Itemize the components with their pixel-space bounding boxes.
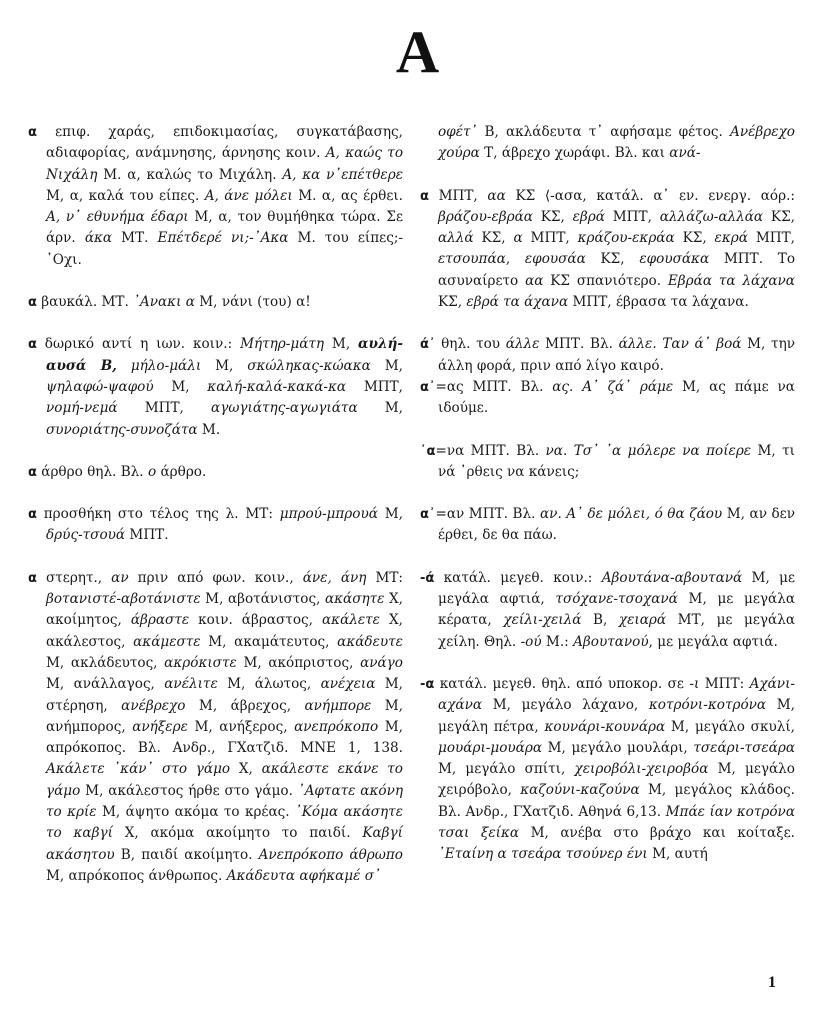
entry-definition-text: ΜΠΤ. Το ασυναίρετο	[438, 251, 795, 289]
entry-example-text: κοτρόνι-κοτρόνα	[648, 697, 767, 714]
entry-example-text: άνε, άνη	[302, 569, 367, 586]
entry-definition-text: Μ, ακόπριστος,	[236, 654, 361, 671]
dictionary-entry	[28, 292, 403, 313]
entry-definition-text: Μ, ανέβα στο βράχο και κοίταξε.	[519, 825, 795, 842]
entry-definition-text: Μ, στέρηση,	[46, 676, 403, 714]
dictionary-entry	[420, 441, 795, 484]
entry-example-text: Ανέβρεχο χούρα	[438, 124, 795, 162]
entry-example-text: ᾽Κόμα ακάσητε το καβγί	[46, 804, 403, 842]
entry-definition-text: , με μεγάλα αφτιά.	[648, 633, 778, 650]
dictionary-entry	[420, 186, 795, 314]
entry-example-text: ψηλαφώ-ψαφού	[46, 378, 154, 395]
entry-example-text: να	[545, 442, 563, 459]
entry-headword: α᾽	[420, 507, 436, 523]
entry-definition-text: Μ,	[153, 378, 208, 395]
entry-example-text: ανήξερε	[132, 718, 188, 735]
entry-example-text: Α, άνε μόλει	[204, 187, 293, 204]
entry-headword: -ά	[420, 570, 435, 586]
entry-definition-text: Μ,	[357, 400, 404, 417]
entry-headword: α	[28, 507, 37, 523]
entry-spacer	[420, 313, 795, 334]
entry-example-text: κράζου-εκράα	[577, 230, 675, 247]
entry-example-text: Μπάε ίαν κοτρόνα τσαι ξείκα	[438, 803, 796, 842]
entry-example-text: ᾽Ανακι α	[133, 294, 195, 311]
entry-headword: α	[28, 570, 37, 586]
entry-definition-text: Μ. του είπες;-᾽Οχι.	[46, 230, 403, 268]
entry-example-text: αα	[525, 272, 544, 289]
entry-definition-text: Μ, ανήμπορος,	[46, 697, 403, 735]
dictionary-entry	[420, 504, 795, 547]
entry-definition-text: δωρικό αντί η ιων. κοιν.:	[36, 336, 241, 353]
entry-example-text: Α, ν᾽ εθυνήμα έδαρι	[46, 209, 189, 226]
entry-definition-text: ΜΠΤ,	[604, 208, 660, 225]
entry-example-text: καλή-καλά-κακά-κα	[207, 378, 347, 395]
entry-example-text: Α, καώς το Νιχάλη	[46, 145, 404, 183]
entry-definition-text: ΜΠΤ.	[125, 527, 169, 544]
entry-example-text: ανέβρεχο	[121, 697, 186, 714]
entry-example-text: Επέτδερέ νι;-᾽Ακα	[157, 230, 289, 247]
entry-definition-text: ΜΠΤ,	[428, 187, 488, 204]
entry-example-text: τσόχανε-τσοχανά	[555, 591, 678, 608]
entry-example-text: Τσ᾽ ᾽α μόλερε να ποίερε	[573, 442, 752, 459]
entry-definition-text: Μ, άψητο ακόμα το κρέας.	[96, 804, 295, 821]
entry-definition-text: Μ, άβρεχος,	[185, 697, 305, 714]
entry-headword: ᾽α	[420, 443, 436, 459]
entry-example-text: μήλο-μάλι	[130, 357, 202, 374]
entry-example-text: άκα	[84, 230, 113, 247]
entry-definition-text: Μ, α, καλά του είπες.	[46, 187, 205, 204]
entry-spacer	[28, 547, 403, 568]
entry-spacer	[420, 165, 795, 186]
entry-definition-text: Μ, μεγάλο σκυλί,	[665, 718, 795, 735]
entry-definition-text: Μ, ανάλλαγος,	[46, 676, 165, 693]
entry-definition-text: Μ, ας πάμε να ιδούμε.	[438, 378, 795, 417]
entry-example-text: Αβουτάνα-αβουτανά	[601, 569, 743, 586]
entry-example-text: ο	[147, 463, 157, 480]
entry-example-text: Ανεπρόκοπο άθρωπο	[258, 846, 403, 863]
entry-definition-text: ΜΠΤ,	[346, 378, 403, 395]
entry-definition-text: .	[569, 378, 583, 395]
entry-definition-text: Μ. α, καλώς το Μιχάλη.	[97, 166, 283, 183]
entry-example-text: μουάρι-μουάρα	[438, 739, 543, 756]
entry-headword: α	[28, 125, 37, 140]
entry-definition-text: Μ, απρόκοπος. Βλ. Ανδρ., ΓΧατζιδ. ΜΝΕ 1, 138.	[46, 718, 403, 757]
entry-example-text: -ού	[520, 633, 542, 650]
entry-definition-text: επιφ. χαράς, επιδοκιμασίας, συγκατάβασης, αδιαφορίας, ανάμνησης, άρνησης κοιν.	[36, 124, 403, 162]
entry-definition-text: Μ, αβοτάνιστος,	[200, 591, 325, 608]
entry-headword: α	[28, 295, 37, 311]
entry-definition-text: ΜΠΤ, έβρασα τα λάχανα.	[568, 294, 749, 311]
entry-example-text: νομή-νεμά	[46, 400, 118, 417]
entry-definition-text: Μ, τι νά ᾽ρθεις να κάνεις;	[438, 442, 795, 480]
entry-example-text: σκώληκας-κώακα	[247, 357, 371, 374]
entry-example-text: Α᾽ δε μόλει, ό θα ζάου	[566, 506, 723, 523]
entry-example-text: τσεάρι-τσεάρα	[693, 739, 795, 756]
entry-definition-text: Μ, με μεγάλα κέρατα,	[438, 591, 796, 629]
entry-spacer	[28, 313, 403, 334]
entry-definition-text: Μ,	[377, 506, 403, 523]
entry-definition-text: Μ, την άλλη φορά, πριν από λίγο καιρό.	[438, 336, 795, 374]
entry-example-text: ανήμπορε	[304, 697, 372, 714]
entry-example-text: δρύς-τσουά	[46, 527, 126, 544]
entry-example-text: ανέλιτε	[164, 676, 218, 693]
entry-definition-text: ΚΣ,	[585, 251, 640, 268]
entry-definition-text: .	[557, 506, 567, 523]
entry-definition-text: Μ, αυτή	[647, 846, 708, 863]
entry-definition-text: στερητ.,	[36, 569, 112, 586]
entry-headword: α᾽	[420, 379, 436, 395]
entry-definition-text: Μ. α, ας έρθει.	[292, 187, 404, 204]
entry-example-text: ας	[552, 378, 570, 395]
entry-example-text: αν	[539, 506, 558, 523]
letter-heading: A	[395, 19, 440, 85]
entry-definition-text: Χ, ακάλεστος,	[46, 612, 403, 650]
entry-spacer	[28, 441, 403, 462]
entry-definition-text: ΜΤ:	[366, 569, 404, 586]
entry-headword: α	[28, 464, 37, 480]
entry-example-text: χείλι-χειλά	[503, 612, 582, 629]
entry-definition-text: ΚΣ,	[532, 208, 573, 225]
entry-example-text: Μήτηρ-μάτη	[240, 336, 325, 353]
entry-definition-text: ΚΣ,	[473, 230, 514, 247]
entry-example-text: αλλάζω-αλλάα	[659, 208, 764, 225]
entry-definition-text: Μ, άλωτος,	[217, 676, 321, 693]
entry-example-text: ανέχεια	[320, 676, 376, 693]
entry-example-text: α	[513, 230, 523, 247]
entry-example-text: αυλή-αυσά Β,	[46, 336, 403, 374]
entry-example-text: Ακάλετε ᾽κάν᾽ στο γάμο	[46, 761, 231, 778]
entry-example-text: βράζου-εβράα	[438, 208, 533, 225]
entry-definition-text: βαυκάλ. ΜΤ.	[36, 294, 134, 311]
entry-definition-text: Τ, άβρεχο χωράφι. Βλ. και	[479, 145, 670, 162]
entry-example-text: ακρόκιστε	[164, 654, 237, 671]
entry-example-text: συνοριάτης-συνοζάτα	[46, 421, 198, 438]
entry-definition-text: Β, παιδί ακοίμητο.	[114, 846, 259, 863]
entry-example-text: αν	[111, 569, 129, 586]
entry-example-text: μπρού-μπρουά	[279, 506, 378, 523]
dictionary-entry	[420, 334, 795, 377]
entry-definition-text: Β,	[581, 612, 619, 629]
entry-example-text: βοτανιστέ-αβοτάνιστε	[46, 591, 201, 608]
dictionary-entry	[420, 568, 795, 653]
dictionary-entry	[420, 377, 795, 420]
entry-example-text: εβρά τα άχανα	[466, 294, 569, 311]
entry-example-text: Α᾽ ζά᾽ ράμε	[582, 378, 674, 395]
entry-example-text: Καβγί ακάσητου	[46, 825, 403, 863]
entry-headword: α	[28, 337, 37, 353]
entry-spacer	[420, 420, 795, 441]
entry-definition-text: Μ, μεγάλο λάχανο,	[482, 697, 649, 714]
entry-definition-text: Μ, μεγάλος κλάδος. Βλ. Ανδρ., ΓΧατζιδ. Αθηνά 6,13.	[438, 782, 795, 820]
entry-definition-text: κατάλ. μεγεθ. κοιν.:	[434, 569, 602, 586]
entry-definition-text: Μ.:	[541, 633, 574, 650]
entry-example-text: αγωγιάτης-αγωγιάτα	[211, 400, 358, 417]
entry-definition-text: Μ, νάνι (του) α!	[194, 294, 311, 311]
entry-example-text: ακάλεστε εκάνε το γάμο	[46, 761, 403, 799]
entry-example-text: εκρά	[714, 230, 748, 247]
left-column	[28, 122, 403, 887]
entry-definition-text: Μ, ακλάδευτος,	[46, 654, 165, 671]
entry-example-text: εφουσάα	[524, 251, 586, 268]
entry-definition-text: Μ, μεγάλο χειρόβολο,	[438, 761, 795, 799]
entry-example-text: ακάλετε	[321, 612, 380, 629]
entry-example-text: εβρά	[572, 208, 605, 225]
entry-headword: -α	[420, 676, 435, 692]
entry-example-text: Ακάδευτα αφήκαμέ σ᾽	[226, 867, 381, 884]
entry-definition-text: Μ, απρόκοπος άνθρωπος.	[46, 867, 227, 884]
entry-example-text: αα	[487, 187, 506, 204]
entry-definition-text: θηλ. του	[435, 336, 506, 353]
entry-example-text: χειροβόλι-χειροβόα	[574, 761, 709, 778]
entry-definition-text: Μ,	[370, 357, 403, 374]
entry-headword: α	[420, 188, 429, 204]
entry-definition-text: Χ, ακόμα ακοίμητο το παιδί.	[112, 825, 363, 842]
entry-definition-text: ,	[505, 251, 525, 268]
entry-definition-text: ΚΣ,	[674, 230, 715, 247]
page-number: 1	[768, 974, 776, 991]
entry-definition-text: Μ, αν δεν έρθει, δε θα πάω.	[438, 506, 795, 544]
entry-definition-text: Μ, με μεγάλα αφτιά,	[438, 569, 795, 608]
entry-example-text: χειαρά	[618, 612, 667, 629]
dictionary-entry	[28, 568, 403, 887]
entry-example-text: άβραστε	[130, 612, 190, 629]
entry-definition-text: =ας ΜΠΤ. Βλ.	[435, 378, 553, 395]
entry-definition-text: Χ, ακοίμητος,	[46, 591, 403, 629]
entry-definition-text: Μ, α, τον θυμήθηκα τώρα. Σε άρν.	[46, 209, 403, 247]
entry-definition-text: ΜΠΤ:	[699, 675, 750, 692]
entry-definition-text: Μ, ακάλεστος ήρθε στο γάμο.	[80, 782, 298, 799]
entry-headword: ά᾽	[420, 337, 436, 353]
entry-definition-text: =αν ΜΠΤ. Βλ.	[435, 506, 540, 523]
entry-example-text: κουνάρι-κουνάρα	[544, 718, 666, 735]
entry-definition-text: Μ.	[197, 421, 221, 438]
entry-definition-text: ΚΣ,	[438, 294, 467, 311]
entry-definition-text: Μ, μεγάλη πέτρα,	[438, 697, 795, 735]
entry-definition-text: ΜΠΤ,	[747, 230, 795, 247]
dictionary-entry	[420, 674, 795, 866]
dictionary-entry	[28, 334, 403, 440]
entry-definition-text: ΜΠΤ,	[117, 400, 212, 417]
entry-definition-text: Μ, ανήξερος,	[187, 718, 295, 735]
entry-definition-text: Μ, ακαμάτευτος,	[200, 633, 338, 650]
entry-definition-text	[117, 358, 131, 374]
entry-definition-text: ΜΠΤ. Βλ.	[539, 336, 619, 353]
entry-definition-text: =να ΜΠΤ. Βλ.	[435, 442, 546, 459]
entry-definition-text: ΚΣ σπανιότερο.	[543, 272, 668, 289]
entry-example-text: Αχάνι-αχάνα	[438, 675, 795, 714]
entry-definition-text: προσθήκη στο τέλος της λ. ΜΤ:	[36, 506, 280, 523]
entry-example-text: Ταν ά᾽ βοά	[662, 336, 742, 353]
entry-example-text: ανά-	[669, 145, 701, 162]
entry-example-text: ανεπρόκοπο	[294, 718, 379, 735]
entry-example-text: Α, κα ν᾽επέτθερε	[282, 166, 404, 183]
entry-definition-text: κοιν. άβραστος,	[189, 612, 322, 629]
entry-spacer	[420, 547, 795, 568]
entry-example-text: οφέτ᾽	[438, 124, 478, 140]
entry-example-text: ακάσητε	[324, 591, 385, 608]
entry-example-text: αλλά	[438, 230, 474, 247]
entry-spacer	[28, 271, 403, 292]
entry-definition-text: πριν από φων. κοιν.,	[128, 569, 303, 586]
dictionary-entry	[28, 122, 403, 271]
entry-definition-text: ΚΣ ⟨-ασα, κατάλ. α᾽ εν. ενεργ. αόρ.:	[505, 187, 795, 204]
entry-spacer	[420, 483, 795, 504]
entry-definition-text: .	[563, 442, 574, 459]
entry-example-text: ακάμεστε	[133, 633, 201, 650]
entry-example-text: ακάδευτε	[337, 633, 403, 650]
right-column	[420, 122, 795, 866]
entry-spacer	[420, 653, 795, 674]
entry-definition-text: άρθρο θηλ. Βλ.	[36, 463, 148, 480]
entry-example-text: άλλε	[505, 336, 540, 353]
entry-spacer	[28, 483, 403, 504]
entry-example-text: ανάγο	[360, 654, 403, 671]
entry-example-text: Εβράα τα λάχανα	[667, 272, 795, 289]
entry-definition-text: Μ,	[324, 336, 359, 353]
entry-definition-text: .	[652, 336, 663, 353]
entry-definition-text: Β, ακλάδευτα τ᾽ αφήσαμε φέτος.	[477, 124, 731, 140]
dictionary-entry	[28, 504, 403, 547]
entry-definition-text: ΜΤ, με μεγάλα χείλη. Θηλ.	[438, 612, 796, 650]
entry-definition-text: άρθρο.	[156, 463, 207, 480]
entry-definition-text: Χ,	[230, 761, 262, 778]
entry-example-text: καζούνι-καζούνα	[520, 782, 640, 799]
entry-definition-text: Μ, μεγάλο μουλάρι,	[542, 739, 694, 756]
dictionary-entry	[420, 122, 795, 165]
entry-definition-text: Μ, μεγάλο σπίτι,	[438, 761, 575, 778]
entry-definition-text: κατάλ. μεγεθ. θηλ. από υποκορ. σε	[434, 675, 690, 692]
dictionary-entry	[28, 462, 403, 483]
entry-example-text: -ι	[689, 675, 700, 692]
entry-example-text: εφουσάκα	[639, 251, 710, 268]
entry-example-text: άλλε	[618, 336, 653, 353]
entry-example-text: ᾽Εταίνη α τσεάρα τσούνερ ένι	[438, 846, 648, 863]
entry-example-text: ετσουπάα	[438, 251, 506, 268]
entry-definition-text: ΜΠΤ,	[522, 230, 578, 247]
entry-example-text: Αβουτανού	[573, 633, 649, 650]
entry-definition-text: ΜΤ.	[112, 230, 158, 247]
entry-definition-text: ΚΣ,	[763, 208, 795, 225]
entry-definition-text: Μ,	[201, 357, 248, 374]
entry-example-text: ᾽Αφτατε ακόνη το κρίε	[46, 782, 403, 821]
